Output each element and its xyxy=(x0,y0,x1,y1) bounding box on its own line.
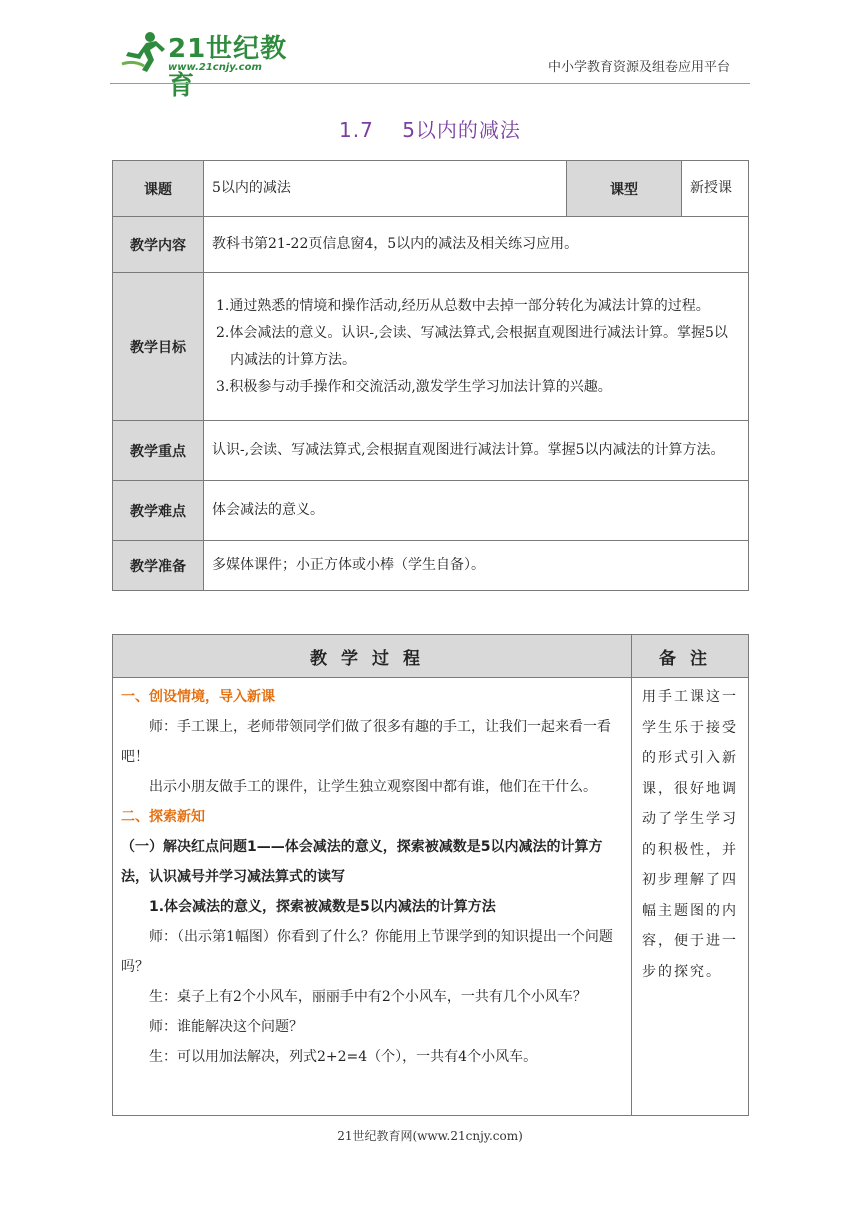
prep-value: 多媒体课件；小正方体或小棒（学生自备）。 xyxy=(204,541,749,591)
lesson-info-table xyxy=(112,160,749,591)
subsection-heading: （一）解决红点问题1——体会减法的意义，探索被减数是5以内减法的计算方法，认识减号并学习减法算式的读写 xyxy=(121,839,603,885)
logo-url: www.21cnjy.com xyxy=(168,62,262,73)
goal-item: 3.积极参与动手操作和交流活动,激发学生学习加法计算的兴趣。 xyxy=(216,378,612,395)
topic-value: 5以内的减法 xyxy=(204,161,567,217)
key-label: 教学重点 xyxy=(113,421,204,481)
platform-name: 中小学教育资源及组卷应用平台 xyxy=(547,60,730,75)
difficulty-value: 体会减法的意义。 xyxy=(204,481,749,541)
paragraph: 出示小朋友做手工的课件，让学生独立观察图中都有谁，他们在干什么。 xyxy=(149,779,597,795)
process-header: 教学过程 xyxy=(113,635,632,678)
runner-logo-icon xyxy=(120,30,166,74)
site-logo xyxy=(120,28,290,101)
notes-header: 备注 xyxy=(632,635,749,678)
page-footer: 21世纪教育网(www.21cnjy.com) xyxy=(337,1129,523,1143)
paragraph: 师：谁能解决这个问题？ xyxy=(149,1019,303,1035)
header-divider xyxy=(110,83,750,84)
paragraph: 生：桌子上有2个小风车，丽丽手中有2个小风车，一共有几个小风车？ xyxy=(149,989,587,1005)
page-title: 1.7 5以内的减法 xyxy=(339,118,521,142)
goals-label: 教学目标 xyxy=(113,273,204,421)
notes-body: 用手工课这一学生乐于接受的形式引入新课，很好地调动了学生学习的积极性，并初步理解了四幅主题图的内容，便于进一步的探究。 xyxy=(632,678,749,1116)
process-body xyxy=(113,678,632,1116)
goal-item: 2.体会减法的意义。认识-,会读、写减法算式,会根据直观图进行减法计算。掌握5以内减法的计算方法。 xyxy=(216,324,728,368)
subsection-heading: 1.体会减法的意义，探索被减数是5以内减法的计算方法 xyxy=(149,899,496,915)
paragraph: 师：手工课上，老师带领同学们做了很多有趣的手工，让我们一起来看一看吧！ xyxy=(121,719,611,765)
section-heading: 二、探索新知 xyxy=(121,809,205,825)
type-label: 课型 xyxy=(567,161,682,217)
paragraph: 师：（出示第1幅图）你看到了什么？你能用上节课学到的知识提出一个问题吗？ xyxy=(121,929,613,975)
page-header xyxy=(0,0,860,101)
process-table xyxy=(112,634,749,1116)
goals-list xyxy=(204,273,749,421)
logo-text: 21世纪教育 xyxy=(168,34,288,101)
prep-label: 教学准备 xyxy=(113,541,204,591)
type-value: 新授课 xyxy=(682,161,749,217)
section-heading: 一、创设情境，导入新课 xyxy=(121,689,275,705)
content-value: 教科书第21-22页信息窗4，5以内的减法及相关练习应用。 xyxy=(204,217,749,273)
content-label: 教学内容 xyxy=(113,217,204,273)
goal-item: 1.通过熟悉的情境和操作活动,经历从总数中去掉一部分转化为减法计算的过程。 xyxy=(216,297,710,314)
key-value: 认识-,会读、写减法算式,会根据直观图进行减法计算。掌握5以内减法的计算方法。 xyxy=(204,421,749,481)
topic-label: 课题 xyxy=(113,161,204,217)
paragraph: 生：可以用加法解决，列式2+2=4（个），一共有4个小风车。 xyxy=(149,1049,538,1065)
difficulty-label: 教学难点 xyxy=(113,481,204,541)
